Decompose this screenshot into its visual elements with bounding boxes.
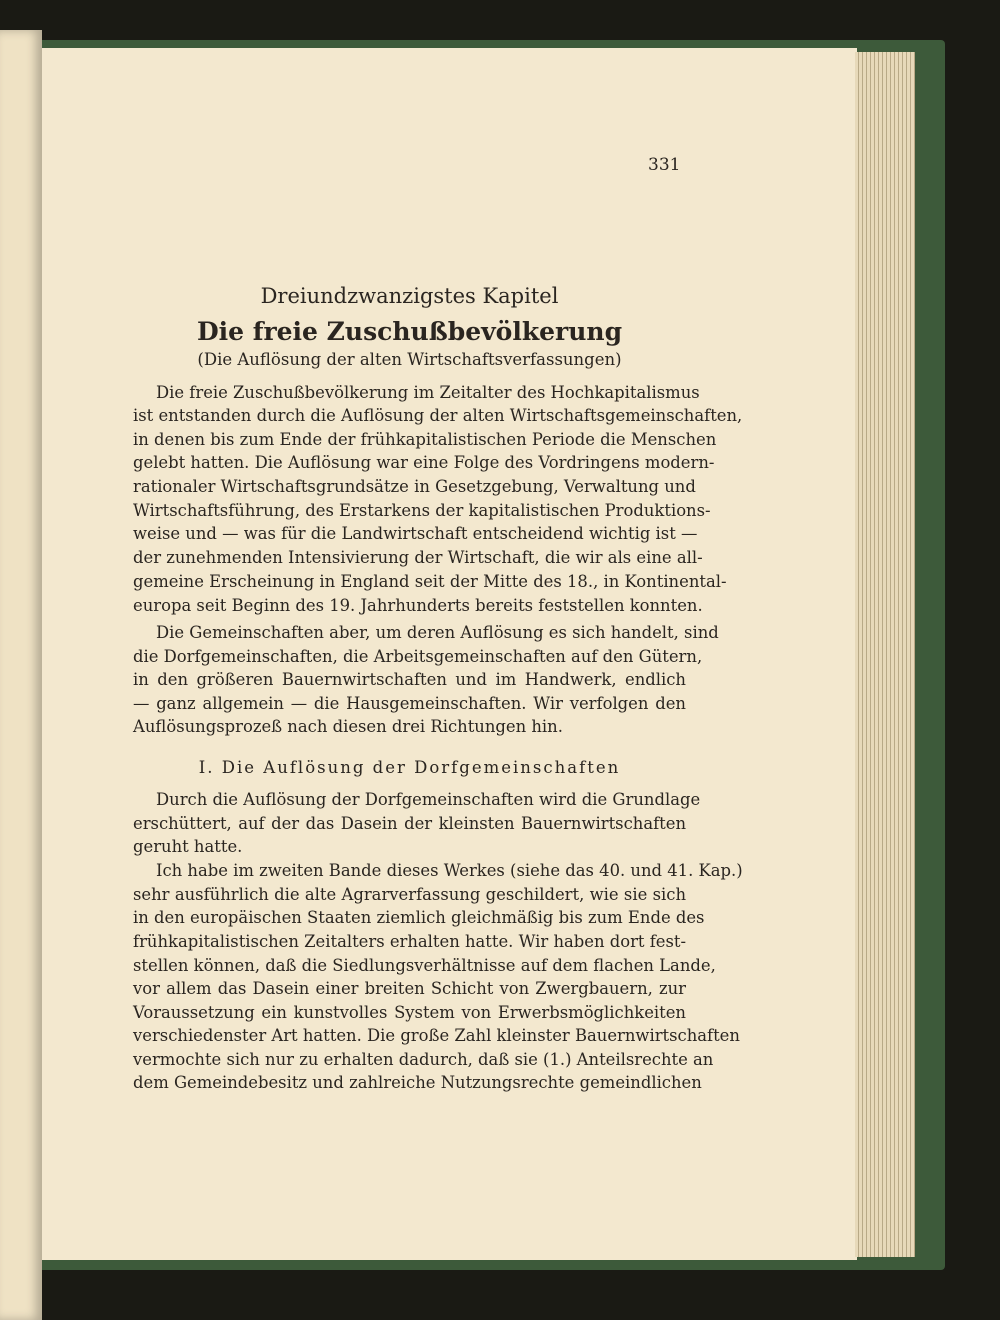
- text-line: Durch die Auflösung der Dorfgemeinschaften wird die Grundlage: [156, 790, 701, 809]
- text-line: gemeine Erscheinung in England seit der Mitte des 18., in Kontinental-: [133, 572, 727, 591]
- text-line: ist entstanden durch die Auflösung der alten Wirtschaftsgemeinschaften,: [133, 406, 743, 425]
- text-line: Ich habe im zweiten Bande dieses Werkes (siehe das 40. und 41. Kap.): [156, 861, 743, 880]
- text-line: rationaler Wirtschaftsgrundsätze in Gesetzgebung, Verwaltung und: [133, 477, 696, 496]
- text-line: gelebt hatten. Die Auflösung war eine Folge des Vordringens modern-: [133, 453, 715, 472]
- text-line: der zunehmenden Intensivierung der Wirtschaft, die wir als eine all-: [133, 548, 703, 567]
- text-line: Wirtschaftsführung, des Erstarkens der kapitalistischen Produktions-: [133, 501, 711, 520]
- text-line: Die freie Zuschußbevölkerung im Zeitalter des Hochkapitalismus: [156, 383, 700, 402]
- text-line: in den europäischen Staaten ziemlich gleichmäßig bis zum Ende des: [133, 908, 705, 927]
- chapter-title: Die freie Zuschußbevölkerung: [196, 317, 623, 346]
- text-line: — ganz allgemein — die Hausgemeinschaften. Wir verfolgen den: [133, 694, 686, 713]
- text-line: in den größeren Bauernwirtschaften und im Handwerk, endlich: [133, 670, 686, 689]
- page-number: 331: [648, 155, 681, 175]
- section-heading: I. Die Auflösung der Dorfgemeinschaften: [198, 758, 621, 777]
- text-line: erschüttert, auf der das Dasein der kleinsten Bauernwirtschaften: [133, 814, 686, 833]
- text-line: Voraussetzung ein kunstvolles System von Erwerbsmöglichkeiten: [133, 1003, 686, 1022]
- text-line: stellen können, daß die Siedlungsverhältnisse auf dem flachen Lande,: [133, 956, 716, 975]
- text-line: europa seit Beginn des 19. Jahrhunderts bereits feststellen konnten.: [133, 596, 703, 615]
- text-line: weise und — was für die Landwirtschaft entscheidend wichtig ist —: [133, 524, 698, 543]
- text-line: frühkapitalistischen Zeitalters erhalten hatte. Wir haben dort fest-: [133, 932, 687, 951]
- text-line: verschiedenster Art hatten. Die große Zahl kleinster Bauernwirtschaften: [133, 1026, 740, 1045]
- left-page-edge: [0, 30, 42, 1320]
- text-line: Auflösungsprozeß nach diesen drei Richtungen hin.: [133, 717, 563, 736]
- text-line: vor allem das Dasein einer breiten Schicht von Zwergbauern, zur: [133, 979, 686, 998]
- page-edges: [855, 52, 915, 1257]
- text-line: geruht hatte.: [133, 837, 243, 856]
- text-line: Die Gemeinschaften aber, um deren Auflösung es sich handelt, sind: [156, 623, 719, 642]
- chapter-subtitle: (Die Auflösung der alten Wirtschaftsverfassungen): [197, 350, 622, 369]
- text-line: sehr ausführlich die alte Agrarverfassung geschildert, wie sie sich: [133, 885, 686, 904]
- text-line: vermochte sich nur zu erhalten dadurch, daß sie (1.) Anteilsrechte an: [133, 1050, 714, 1069]
- chapter-label: Dreiundzwanzigstes Kapitel: [260, 284, 559, 308]
- text-line: die Dorfgemeinschaften, die Arbeitsgemeinschaften auf den Gütern,: [133, 647, 703, 666]
- text-line: in denen bis zum Ende der frühkapitalistischen Periode die Menschen: [133, 430, 717, 449]
- text-line: dem Gemeindebesitz und zahlreiche Nutzungsrechte gemeindlichen: [133, 1073, 702, 1092]
